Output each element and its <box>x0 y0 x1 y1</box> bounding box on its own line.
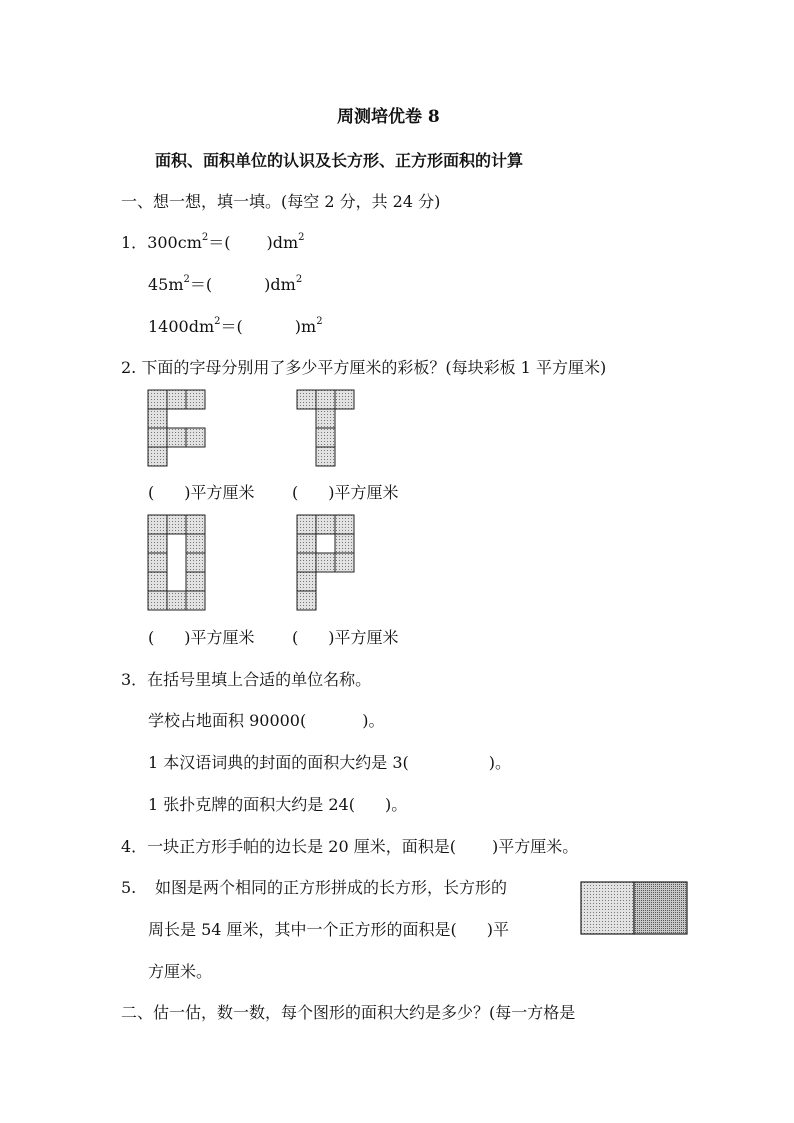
two-squares-rectangle-figure <box>581 882 689 934</box>
grid-cell <box>316 447 335 466</box>
grid-cell <box>186 591 205 610</box>
q1-line2-eq: ＝( <box>189 275 213 294</box>
grid-cell <box>148 572 167 591</box>
q2-answer-f <box>148 483 255 503</box>
q1-line3: $1400dm^2=$( )$m^2$ <box>148 315 323 336</box>
q2-o-label: )平方厘米 <box>184 628 255 647</box>
grid-cell <box>335 515 354 534</box>
grid-cell <box>316 515 335 534</box>
q1-line1-exp: 2 <box>201 231 209 243</box>
q1-line2-right-exp: 2 <box>295 273 303 285</box>
q1-line2: $45m^2=$( )$dm^2$ <box>148 273 303 294</box>
grid-cell <box>186 428 205 447</box>
q3-b-before: 1 本汉语词典的封面的面积大约是 3( <box>148 753 409 772</box>
q2-p-label: )平方厘米 <box>328 628 399 647</box>
grid-cell <box>167 515 186 534</box>
q1-line1-right: dm <box>272 233 299 252</box>
section1-heading: 一、想一想，填一填。(每空 2 分，共 24 分) <box>121 192 441 211</box>
grid-cell <box>167 428 186 447</box>
q4-before: 4．一块正方形手帕的边长是 20 厘米，面积是( <box>121 837 456 856</box>
grid-cell <box>148 409 167 428</box>
q3-a-after: )。 <box>362 711 385 730</box>
letter-p-figure <box>297 515 357 611</box>
q1-line2-right: dm <box>270 275 296 294</box>
q3-a-before: 学校占地面积 90000( <box>148 711 307 730</box>
q1-line3-eq: ＝( <box>220 317 243 336</box>
q3-c-after: )。 <box>384 795 408 814</box>
q2-t-open: ( <box>292 483 299 502</box>
page-title: 周测培优卷 8 <box>337 107 440 127</box>
grid-cell <box>167 390 186 409</box>
grid-cell <box>148 447 167 466</box>
q3-c <box>148 795 407 815</box>
grid-cell <box>297 515 316 534</box>
grid-cell <box>148 515 167 534</box>
q2-t-label: )平方厘米 <box>328 483 399 502</box>
grid-cell <box>297 553 316 572</box>
q2-f-open: ( <box>148 483 155 502</box>
q5-line2-before: 周长是 54 厘米，其中一个正方形的面积是( <box>148 920 457 939</box>
left-square <box>581 882 634 934</box>
grid-cell <box>335 390 354 409</box>
grid-cell <box>148 390 167 409</box>
q2-o-open: ( <box>148 628 155 647</box>
q1-line3-exp: 2 <box>214 315 221 327</box>
q1-line3-left: 1400dm <box>148 317 215 336</box>
grid-cell <box>316 409 335 428</box>
q3-a <box>148 711 384 731</box>
page-subtitle: 面积、面积单位的认识及长方形、正方形面积的计算 <box>155 151 524 170</box>
q5-line2-after: )平 <box>486 920 510 939</box>
grid-cell <box>335 553 354 572</box>
grid-cell <box>316 553 335 572</box>
grid-cell <box>148 534 167 553</box>
grid-cell <box>186 390 205 409</box>
grid-cell <box>186 553 205 572</box>
q5-line3: 方厘米。 <box>148 962 213 981</box>
grid-cell <box>186 572 205 591</box>
q5-line2 <box>148 920 509 940</box>
q1-line1: 1．$300cm^2=$( )$dm^2$ <box>121 231 305 252</box>
q5-line1: 如图是两个相同的正方形拼成的长方形，长方形的 <box>155 878 508 897</box>
grid-cell <box>148 553 167 572</box>
grid-cell <box>148 591 167 610</box>
grid-cell <box>186 534 205 553</box>
q2-answer-t <box>292 483 399 503</box>
grid-cell <box>316 428 335 447</box>
right-square <box>634 882 687 934</box>
q2-text: 2. 下面的字母分别用了多少平方厘米的彩板？(每块彩板 1 平方厘米) <box>121 358 607 377</box>
q1-line3-right-exp: 2 <box>316 315 323 327</box>
letter-o-figure <box>148 515 208 611</box>
q1-line1-right-exp: 2 <box>298 231 305 243</box>
q1-line1-left: 300cm <box>147 233 202 252</box>
grid-cell <box>297 572 316 591</box>
q3-text: 3．在括号里填上合适的单位名称。 <box>121 670 372 689</box>
q1-line2-left: 45m <box>148 275 184 294</box>
q3-b-after: )。 <box>488 753 512 772</box>
grid-cell <box>148 428 167 447</box>
grid-cell <box>335 534 354 553</box>
q4-after: )平方厘米。 <box>491 837 579 856</box>
grid-cell <box>297 591 316 610</box>
section2-heading: 二、估一估，数一数，每个图形的面积大约是多少？(每一方格是 <box>121 1003 576 1022</box>
grid-cell <box>316 390 335 409</box>
letter-t-figure <box>297 390 357 468</box>
letter-f-figure <box>148 390 208 468</box>
q2-answer-p <box>292 628 399 648</box>
q1-line2-exp: 2 <box>183 273 190 285</box>
grid-cell <box>167 591 186 610</box>
grid-cell <box>297 390 316 409</box>
q1-line1-eq: ＝( <box>208 233 231 252</box>
q2-p-open: ( <box>292 628 299 647</box>
q3-c-before: 1 张扑克牌的面积大约是 24( <box>148 795 355 814</box>
grid-cell <box>186 515 205 534</box>
q2-answer-o <box>148 628 255 648</box>
q1-number: 1． <box>121 233 148 252</box>
q4-text <box>121 837 578 857</box>
q5-number: 5. <box>121 878 137 897</box>
q3-b <box>148 753 511 773</box>
q2-f-label: )平方厘米 <box>184 483 255 502</box>
grid-cell <box>297 534 316 553</box>
q1-line3-right: m <box>301 317 317 336</box>
